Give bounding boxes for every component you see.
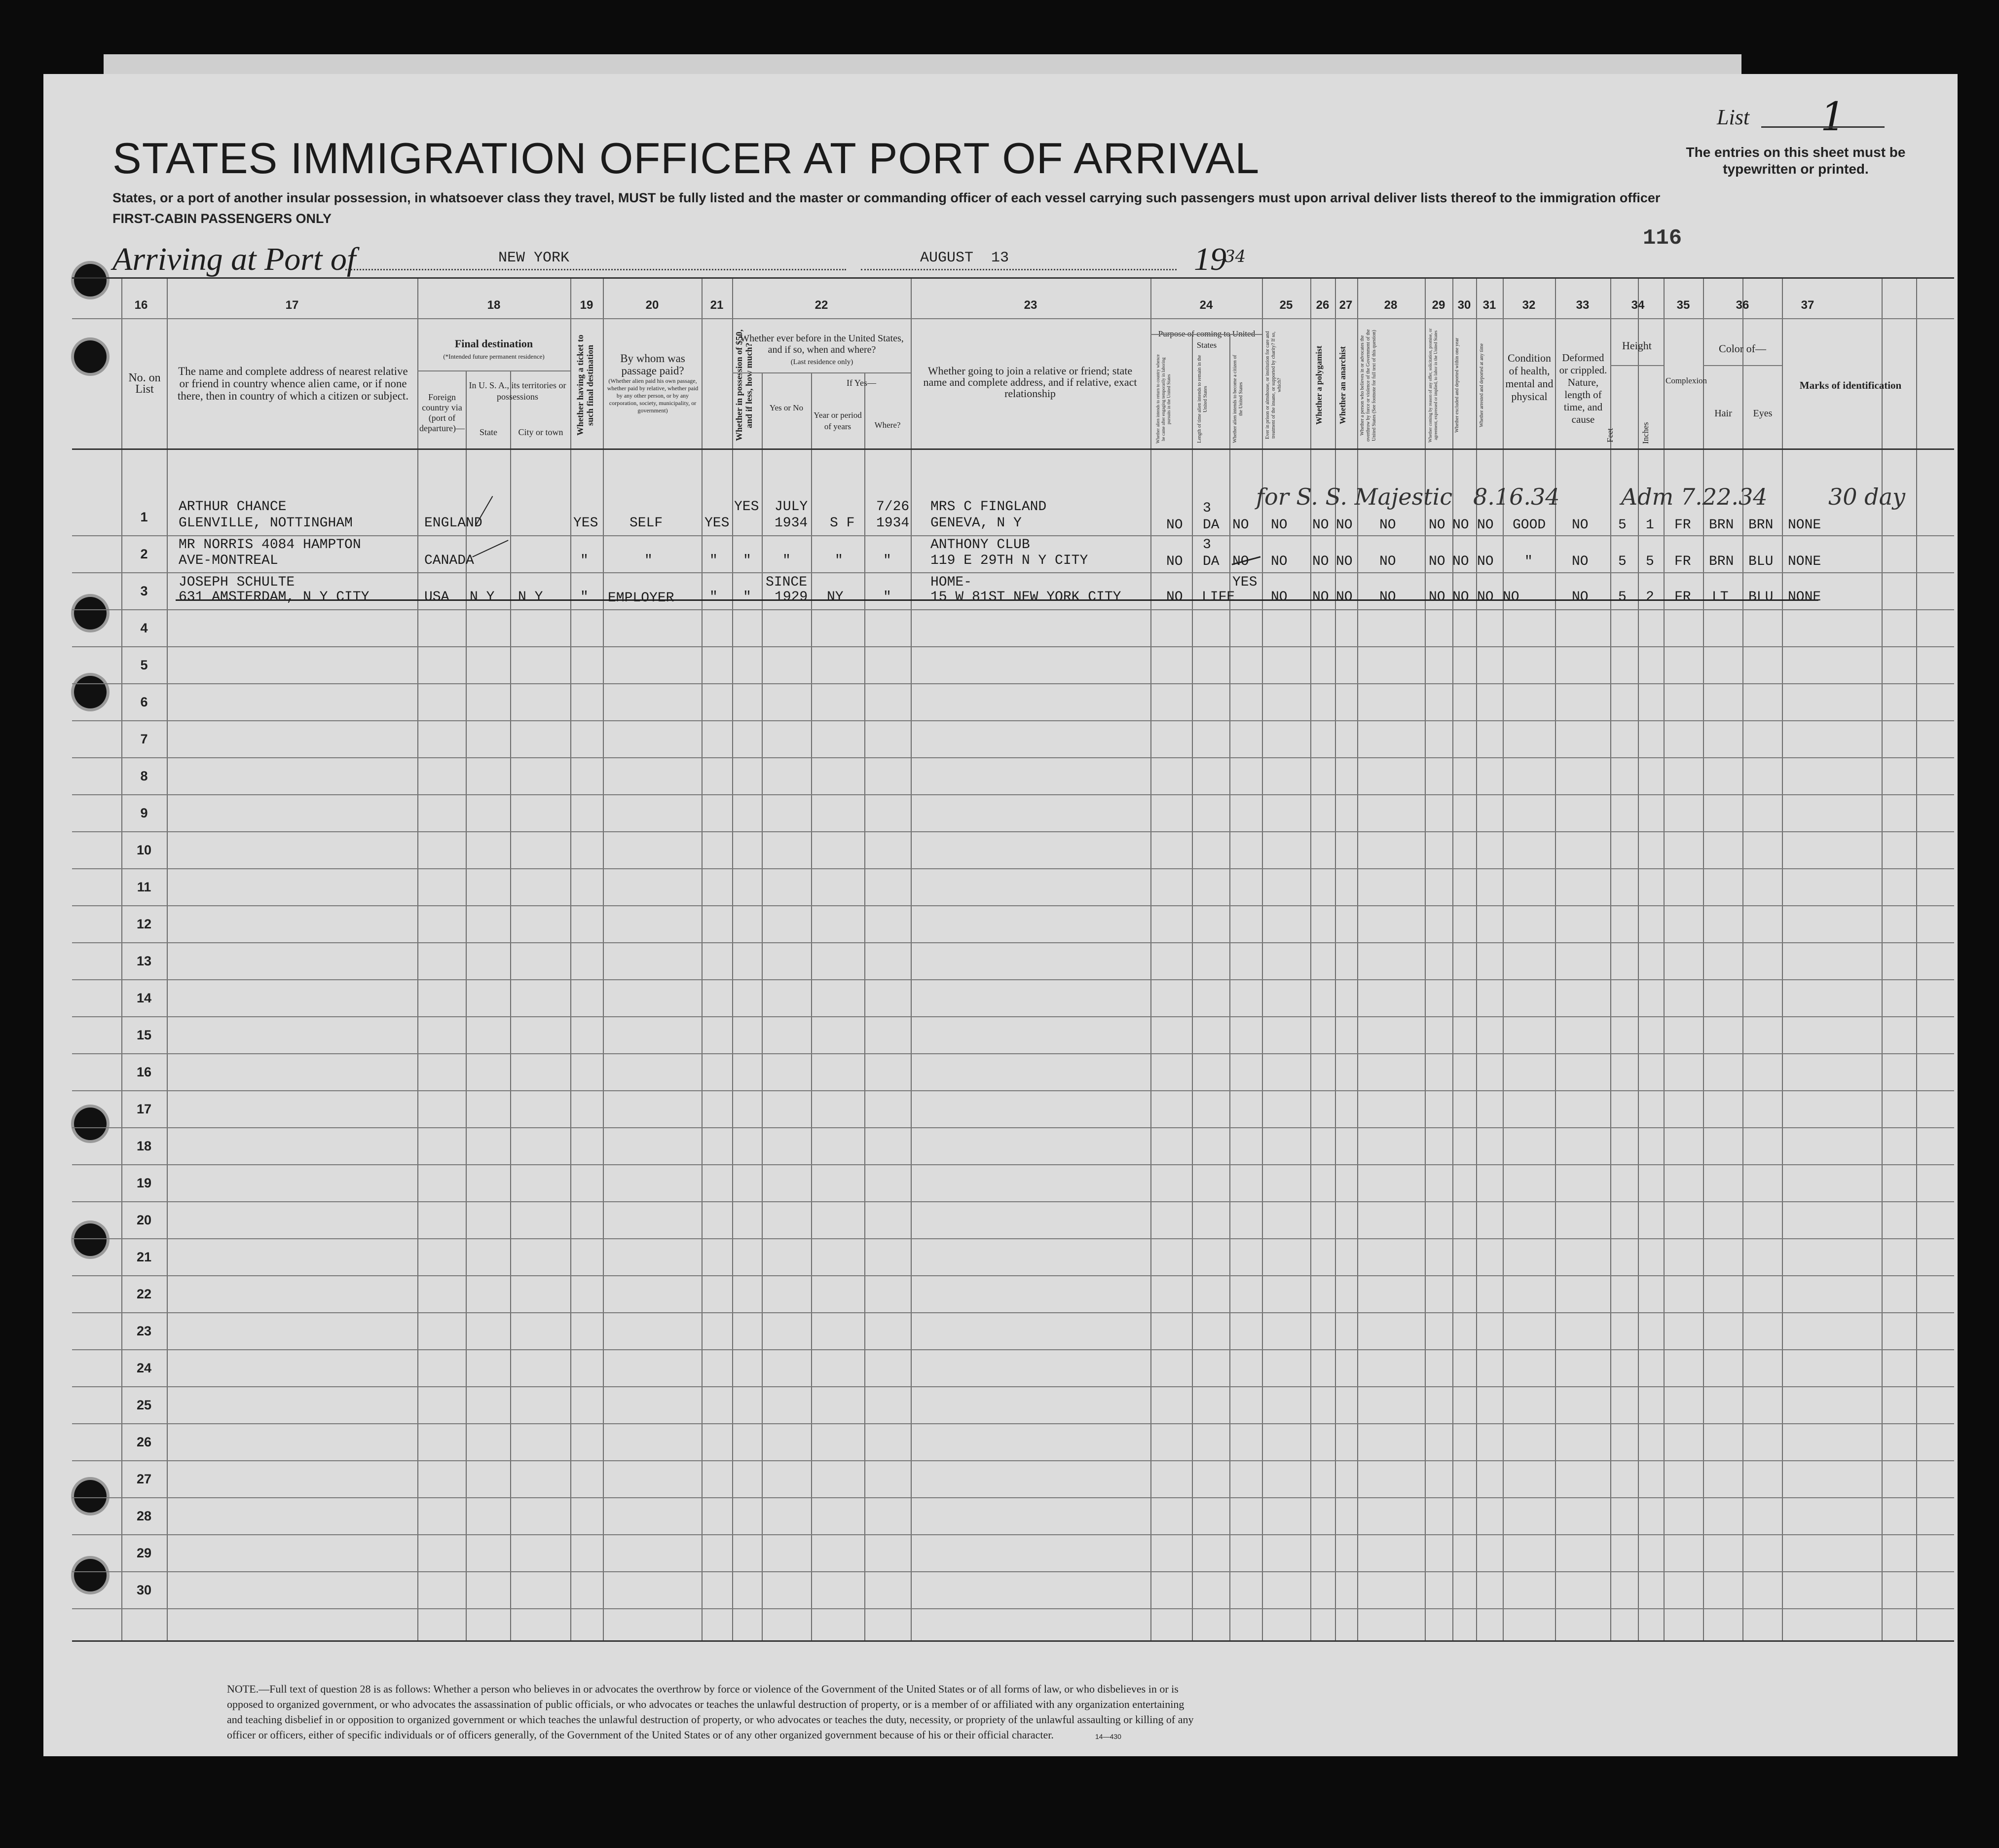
passage-paid-title: By whom was passage paid? bbox=[620, 352, 685, 377]
column-number: 17 bbox=[285, 298, 299, 312]
cell-prison: NO bbox=[1271, 590, 1288, 605]
list-number: 1 bbox=[1820, 94, 1846, 140]
column-number: 20 bbox=[645, 298, 659, 312]
form-instructions: States, or a port of another insular possession, in whatsoever class they travel, MUST be fully listed and the master or commanding officer of each vessel carrying such passengers must upon arrival deliver lists thereof to the immigration officer bbox=[112, 190, 1661, 205]
row-number: 3 bbox=[140, 584, 148, 598]
arrival-year: 19 bbox=[1194, 241, 1226, 277]
column-rule bbox=[167, 279, 168, 1640]
row-number: 23 bbox=[136, 1324, 152, 1338]
cell-inches: 2 bbox=[1646, 590, 1654, 605]
column-rule bbox=[1150, 279, 1151, 1640]
header-rule bbox=[72, 318, 1954, 319]
column-rule bbox=[570, 279, 571, 1640]
row-rule bbox=[72, 1164, 1954, 1165]
cell-eyes: BLU bbox=[1748, 554, 1774, 569]
cell-polygamist: NO bbox=[1312, 590, 1329, 605]
cell-inches: 5 bbox=[1646, 554, 1654, 569]
column-rule bbox=[1425, 279, 1426, 1640]
date-underline bbox=[861, 269, 1177, 270]
column-number: 33 bbox=[1576, 298, 1590, 312]
cell-anarchist: NO bbox=[1336, 517, 1353, 533]
cell-length: DA bbox=[1203, 554, 1220, 569]
header-marks: Marks of identification bbox=[1799, 379, 1902, 391]
header-rule bbox=[72, 448, 1954, 450]
arrival-year-suffix: 34 bbox=[1224, 247, 1246, 266]
column-rule bbox=[1503, 279, 1504, 1640]
column-rule bbox=[1335, 279, 1336, 1640]
header-ticket: Whether having a ticket to such final destination bbox=[575, 334, 595, 436]
column-number: 19 bbox=[580, 298, 593, 312]
row-rule bbox=[72, 942, 1954, 943]
header-rule bbox=[1703, 365, 1782, 366]
header-where: Where? bbox=[874, 420, 901, 430]
cell-foreign-country: USA bbox=[424, 590, 449, 605]
row-number: 12 bbox=[136, 917, 152, 931]
header-purpose-citizen: Whether alien intends to become a citizen of the United States bbox=[1232, 355, 1244, 444]
cell-anarchist: NO bbox=[1336, 554, 1353, 569]
cell-foreign-country: CANADA bbox=[424, 553, 474, 568]
row-number: 5 bbox=[140, 658, 148, 672]
column-rule bbox=[1310, 279, 1311, 1640]
cell-where: NY bbox=[827, 590, 844, 605]
cell-labor: NO bbox=[1429, 517, 1445, 533]
row-rule bbox=[72, 1386, 1954, 1387]
manifest-table bbox=[72, 277, 1954, 1642]
header-purpose: Purpose of coming to United States bbox=[1158, 329, 1256, 350]
column-number: 35 bbox=[1676, 298, 1690, 312]
column-rule bbox=[1262, 279, 1263, 1640]
cell-labor: NO bbox=[1429, 590, 1445, 605]
column-number: 23 bbox=[1024, 298, 1037, 312]
cell-polygamist: NO bbox=[1312, 554, 1329, 569]
cell-before: " bbox=[743, 553, 751, 568]
cell-relative: GLENVILLE, NOTTINGHAM bbox=[179, 516, 353, 531]
header-state: State bbox=[480, 427, 497, 437]
row-rule bbox=[72, 646, 1954, 647]
row-number: 29 bbox=[136, 1546, 152, 1560]
column-rule bbox=[911, 279, 912, 1640]
column-number: 24 bbox=[1199, 298, 1213, 312]
cell-labor: NO bbox=[1429, 554, 1445, 569]
cell-excluded: NO bbox=[1452, 590, 1469, 605]
row-rule bbox=[72, 1053, 1954, 1054]
row-number: 25 bbox=[136, 1398, 152, 1412]
cell-foreign-country: ENGLAND bbox=[424, 516, 482, 531]
row-number: 10 bbox=[136, 843, 152, 857]
row-rule bbox=[72, 572, 1954, 573]
column-number: 37 bbox=[1801, 298, 1814, 312]
column-rule bbox=[1638, 279, 1639, 1640]
cell-return: NO bbox=[1166, 590, 1183, 605]
cell-period: " bbox=[782, 553, 791, 568]
cell-state: N Y bbox=[470, 590, 495, 605]
passage-paid-sub: (Whether alien paid his own passage, whether paid by relative, whether paid by any other person, or by any corporation, society, municipality, or government) bbox=[607, 377, 699, 414]
row-number: 17 bbox=[136, 1102, 152, 1116]
cell-length: 3 bbox=[1203, 537, 1211, 553]
cell-hair: BRN bbox=[1709, 554, 1734, 569]
cell-feet: 5 bbox=[1618, 554, 1627, 569]
header-purpose-length: Length of time alien intends to remain in the United States bbox=[1197, 355, 1208, 444]
row-number: 6 bbox=[140, 695, 148, 709]
handwritten-annotation: 30 day bbox=[1828, 483, 1906, 510]
cell-feet: 5 bbox=[1618, 517, 1627, 533]
cell-deformed: NO bbox=[1572, 517, 1589, 533]
cell-departure: " bbox=[883, 553, 891, 568]
cell-arrested: NO bbox=[1477, 517, 1494, 533]
form-number: 14—430 bbox=[1095, 1733, 1121, 1740]
header-foreign-country: Foreign country via (port of departure)— bbox=[419, 392, 465, 433]
row-rule bbox=[72, 868, 1954, 869]
row-rule bbox=[72, 1275, 1954, 1276]
column-number: 34 bbox=[1631, 298, 1645, 312]
cell-deformed: NO bbox=[1572, 590, 1589, 605]
row-rule bbox=[72, 1423, 1954, 1424]
column-rule bbox=[1742, 279, 1743, 1640]
row-rule bbox=[72, 1608, 1954, 1609]
column-number: 29 bbox=[1432, 298, 1445, 312]
cell-return: NO bbox=[1166, 517, 1183, 533]
header-year-period: Year or period of years bbox=[814, 410, 862, 431]
cell-join: HOME- bbox=[930, 575, 972, 590]
column-rule bbox=[864, 372, 865, 1640]
row-number: 26 bbox=[136, 1435, 152, 1449]
cell-excluded: NO bbox=[1452, 554, 1469, 569]
header-prison: Ever in prison or almshouse, or institution for care and treatment of the insane, or supported by charity? If so, which? bbox=[1265, 331, 1282, 440]
cell-length: 3 bbox=[1203, 501, 1211, 516]
row-number: 7 bbox=[140, 732, 148, 746]
row-rule bbox=[72, 757, 1954, 758]
cell-join: MRS C FINGLAND bbox=[930, 499, 1047, 515]
cell-paid-by: EMPLOYER bbox=[608, 591, 674, 606]
column-rule bbox=[762, 372, 763, 1640]
cell-complexion: FR bbox=[1674, 554, 1691, 569]
port-underline bbox=[345, 269, 846, 270]
sheet-number: 116 bbox=[1643, 226, 1682, 251]
cell-relative: JOSEPH SCHULTE bbox=[179, 575, 295, 590]
row-rule bbox=[72, 1349, 1954, 1350]
port-of-arrival: NEW YORK bbox=[498, 250, 570, 266]
cell-period: JULY bbox=[775, 499, 808, 515]
cell-health: NO bbox=[1503, 590, 1519, 605]
header-rule bbox=[1610, 365, 1664, 366]
header-labor-offer: Whether coming by reason of any offer, solicitation, promise, or agreement, expressed or implied, to labor in the United States bbox=[1428, 328, 1438, 443]
row-rule bbox=[72, 1571, 1954, 1572]
cell-join: 119 E 29TH N Y CITY bbox=[930, 553, 1088, 568]
cell-prison: NO bbox=[1271, 517, 1288, 533]
cell-feet: 5 bbox=[1618, 590, 1627, 605]
row-rule bbox=[72, 1534, 1954, 1535]
column-number: 36 bbox=[1736, 298, 1749, 312]
cell-period: 1934 bbox=[775, 516, 808, 531]
row-number: 13 bbox=[136, 954, 152, 968]
form-title: STATES IMMIGRATION OFFICER AT PORT OF ARRIVAL bbox=[112, 134, 1260, 183]
cell-overthrow: NO bbox=[1379, 590, 1396, 605]
row-rule bbox=[72, 683, 1954, 684]
cell-citizen: YES bbox=[1232, 575, 1258, 590]
row-number: 19 bbox=[136, 1176, 152, 1190]
header-inches: Inches bbox=[1641, 422, 1650, 444]
column-rule bbox=[1229, 334, 1230, 1640]
cell-paid-by: " bbox=[644, 553, 653, 568]
cell-eyes: BRN bbox=[1748, 517, 1774, 533]
row-number: 15 bbox=[136, 1028, 152, 1042]
cell-departure: 7/26 bbox=[876, 499, 910, 515]
cell-eyes: BLU bbox=[1748, 590, 1774, 605]
column-number: 18 bbox=[487, 298, 501, 312]
row-rule bbox=[72, 720, 1954, 721]
column-number: 30 bbox=[1457, 298, 1471, 312]
header-passage-paid bbox=[605, 353, 701, 414]
header-eyes: Eyes bbox=[1753, 408, 1773, 419]
cell-money: " bbox=[709, 590, 718, 605]
cell-hair: BRN bbox=[1709, 517, 1734, 533]
cell-join: 15 W 81ST NEW YORK CITY bbox=[930, 590, 1121, 605]
list-underline bbox=[1761, 126, 1885, 128]
header-health: Condition of health, mental and physical bbox=[1505, 352, 1554, 403]
column-rule bbox=[121, 279, 122, 1640]
row-rule bbox=[72, 1497, 1954, 1498]
footnote: NOTE.—Full text of question 28 is as follows: Whether a person who believes in or advocates the overthrow by force or violence of the Government of the United States or of all forms of law, or who disbelieves in or is opposed to organized government, or who advocates the assassination of public officials, or who advocates or teaches the unlawful destruction of property, or is a member of or affiliated with any organization entertaining and teaching disbelief in or opposition to organized government or which teaches the unlawful destruction of property, or who advocates or teaches the duty, necessity, or propriety of the unlawful assaulting or killing of any officer or officers, either of specific individuals or of officers generally, of the Government of the United States or of any other organized government because of his or their official character. bbox=[227, 1683, 1194, 1741]
row-number: 24 bbox=[136, 1361, 152, 1375]
column-rule bbox=[1882, 279, 1883, 1640]
header-rule bbox=[1150, 334, 1262, 335]
before-in-us-title: Whether ever before in the United States, and if so, when and where? bbox=[740, 333, 904, 355]
final-destination-sub: (*Intended future permanent residence) bbox=[443, 353, 545, 360]
column-rule bbox=[1555, 279, 1556, 1640]
cell-marks: NONE bbox=[1788, 517, 1821, 533]
cell-complexion: FR bbox=[1674, 517, 1691, 533]
header-overthrow: Whether a person who believes in or advocates the overthrow by force or violence of the Government of the United States (See footnote for full text of this question) bbox=[1360, 329, 1377, 442]
column-number: 27 bbox=[1339, 298, 1353, 312]
cell-deformed: NO bbox=[1572, 554, 1589, 569]
cell-inches: 1 bbox=[1646, 517, 1654, 533]
header-purpose-return: Whether alien intends to return to country whence he came after engaging temporarily in laboring pursuits in the United States bbox=[1155, 354, 1171, 444]
cell-relative: MR NORRIS 4084 HAMPTON bbox=[179, 537, 361, 553]
arrival-date: AUGUST 13 bbox=[920, 250, 1009, 266]
cell-complexion: FR bbox=[1674, 590, 1691, 605]
cell-ticket: YES bbox=[573, 516, 598, 531]
row-rule bbox=[72, 1460, 1954, 1461]
header-city: City or town bbox=[518, 427, 563, 437]
cell-period: SINCE bbox=[766, 575, 808, 590]
header-feet: Feet bbox=[1605, 428, 1615, 443]
cell-health: GOOD bbox=[1513, 517, 1546, 533]
header-before-in-us bbox=[734, 333, 910, 368]
header-color-of: Color of— bbox=[1719, 342, 1766, 355]
row-number: 18 bbox=[136, 1139, 152, 1153]
cell-money: " bbox=[709, 553, 718, 568]
cell-overthrow: NO bbox=[1379, 517, 1396, 533]
column-rule bbox=[1192, 334, 1193, 1640]
header-in-usa: In U. S. A., its territories or possessions bbox=[469, 380, 566, 402]
row-number: 4 bbox=[140, 621, 148, 635]
cell-arrested: NO bbox=[1477, 590, 1494, 605]
column-number: 28 bbox=[1384, 298, 1398, 312]
header-final-destination bbox=[419, 338, 568, 362]
header-join-relative: Whether going to join a relative or friend; state name and complete address, and if relative, exact relationship bbox=[923, 365, 1137, 400]
row-number: 2 bbox=[140, 547, 148, 561]
cell-health: " bbox=[1524, 554, 1533, 569]
row-rule bbox=[72, 1127, 1954, 1128]
list-label: List bbox=[1717, 105, 1750, 129]
row-number: 16 bbox=[136, 1065, 152, 1079]
check-mark bbox=[472, 540, 508, 557]
cell-before: " bbox=[743, 590, 751, 605]
cell-departure: 1934 bbox=[876, 516, 910, 531]
row-strikethrough bbox=[176, 599, 1818, 601]
cell-marks: NONE bbox=[1788, 554, 1821, 569]
column-rule bbox=[1703, 279, 1704, 1640]
row-rule bbox=[72, 1090, 1954, 1091]
column-number: 22 bbox=[814, 298, 828, 312]
cell-marks: NONE bbox=[1788, 590, 1821, 605]
row-number: 22 bbox=[136, 1287, 152, 1301]
column-number: 26 bbox=[1316, 298, 1330, 312]
header-polygamist: Whether a polygamist bbox=[1314, 345, 1324, 425]
row-rule bbox=[72, 979, 1954, 980]
entries-note: The entries on this sheet must be typewritten or printed. bbox=[1686, 145, 1906, 177]
cell-return: NO bbox=[1166, 554, 1183, 569]
cell-departure: " bbox=[883, 590, 891, 605]
cell-overthrow: NO bbox=[1379, 554, 1396, 569]
cell-where: S F bbox=[830, 516, 855, 531]
cell-citizen: NO bbox=[1232, 554, 1249, 569]
cell-join: ANTHONY CLUB bbox=[930, 537, 1030, 553]
cell-join: GENEVA, N Y bbox=[930, 516, 1022, 531]
handwritten-annotation: 8.16.34 bbox=[1473, 483, 1560, 510]
cell-period: 1929 bbox=[775, 590, 808, 605]
row-rule bbox=[72, 1312, 1954, 1313]
cell-arrested: NO bbox=[1477, 554, 1494, 569]
row-number: 30 bbox=[136, 1583, 152, 1597]
cell-excluded: NO bbox=[1452, 517, 1469, 533]
header-height: Height bbox=[1622, 339, 1652, 352]
column-number: 31 bbox=[1482, 298, 1496, 312]
cell-relative: 631 AMSTERDAM, N Y CITY bbox=[179, 590, 370, 605]
row-rule bbox=[72, 609, 1954, 610]
row-number: 8 bbox=[140, 769, 148, 783]
row-number: 27 bbox=[136, 1472, 152, 1486]
row-rule bbox=[72, 1201, 1954, 1202]
header-excluded: Whether excluded and deported within one year bbox=[1454, 337, 1460, 433]
cell-anarchist: NO bbox=[1336, 590, 1353, 605]
cell-hair: LT bbox=[1712, 590, 1729, 605]
row-rule bbox=[72, 831, 1954, 832]
cell-length: LIFE bbox=[1202, 590, 1235, 605]
cell-polygamist: NO bbox=[1312, 517, 1329, 533]
row-rule bbox=[72, 1016, 1954, 1017]
column-number: 25 bbox=[1279, 298, 1293, 312]
column-number: 16 bbox=[134, 298, 148, 312]
row-rule bbox=[72, 1238, 1954, 1239]
header-deformed: Deformed or crippled. Nature, length of time, and cause bbox=[1559, 352, 1607, 425]
header-rule bbox=[732, 372, 911, 373]
passenger-class: FIRST-CABIN PASSENGERS ONLY bbox=[112, 211, 332, 226]
cell-relative: ARTHUR CHANCE bbox=[179, 499, 287, 515]
column-number: 21 bbox=[710, 298, 724, 312]
cell-citizen: NO bbox=[1232, 517, 1249, 533]
column-number: 32 bbox=[1522, 298, 1536, 312]
row-rule bbox=[72, 794, 1954, 795]
column-rule bbox=[1357, 279, 1358, 1640]
arriving-label: Arriving at Port of bbox=[112, 241, 356, 277]
column-rule bbox=[1476, 279, 1477, 1640]
header-no-on-list: No. on List bbox=[128, 371, 161, 396]
handwritten-annotation: Adm 7.22.34 bbox=[1621, 483, 1768, 510]
column-rule bbox=[1782, 279, 1783, 1640]
cell-paid-by: SELF bbox=[629, 516, 663, 531]
cell-relative: AVE-MONTREAL bbox=[179, 553, 278, 568]
column-rule bbox=[1452, 279, 1453, 1640]
header-hair: Hair bbox=[1714, 408, 1732, 419]
row-number: 28 bbox=[136, 1509, 152, 1523]
column-rule bbox=[1916, 279, 1917, 1640]
header-rule bbox=[417, 370, 570, 371]
cell-money: YES bbox=[704, 516, 730, 531]
column-rule bbox=[1610, 279, 1611, 1640]
before-in-us-sub: (Last residence only) bbox=[790, 358, 853, 366]
column-rule bbox=[603, 279, 604, 1640]
cell-city: N Y bbox=[518, 590, 543, 605]
cell-prison: NO bbox=[1271, 554, 1288, 569]
check-mark bbox=[475, 496, 493, 526]
cell-length: DA bbox=[1203, 517, 1220, 533]
row-number: 14 bbox=[136, 991, 152, 1005]
header-anarchist: Whether an anarchist bbox=[1338, 346, 1347, 425]
cell-before: YES bbox=[734, 499, 759, 515]
column-rule bbox=[417, 279, 418, 1640]
header-yes-no: Yes or No bbox=[769, 403, 804, 412]
row-number: 11 bbox=[137, 880, 151, 894]
column-rule bbox=[702, 279, 703, 1640]
final-destination-title: Final destination bbox=[454, 337, 533, 350]
column-rule bbox=[732, 279, 733, 1640]
header-if-yes: If Yes— bbox=[846, 378, 876, 388]
row-number: 20 bbox=[136, 1213, 152, 1227]
header-nearest-relative: The name and complete address of nearest relative or friend in country whence alien came, or if none there, then in country of which a citizen or subject. bbox=[177, 365, 409, 402]
cell-ticket: " bbox=[580, 590, 589, 605]
cell-where: " bbox=[835, 553, 843, 568]
column-rule bbox=[811, 372, 812, 1640]
row-number: 1 bbox=[140, 510, 148, 524]
handwritten-annotation: for S. S. Majestic bbox=[1256, 483, 1453, 510]
header-fifty-dollars: Whether in possession of $50, and if less, how much? bbox=[734, 329, 754, 442]
row-number: 21 bbox=[136, 1250, 152, 1264]
row-rule bbox=[72, 535, 1954, 536]
row-number: 9 bbox=[140, 806, 148, 820]
cell-ticket: " bbox=[580, 553, 589, 568]
column-rule bbox=[1664, 279, 1665, 1640]
header-arrested: Whether arrested and deported at any time bbox=[1479, 343, 1484, 427]
row-rule bbox=[72, 905, 1954, 906]
header-complexion: Complexion bbox=[1666, 376, 1707, 385]
column-rule bbox=[510, 370, 511, 1640]
